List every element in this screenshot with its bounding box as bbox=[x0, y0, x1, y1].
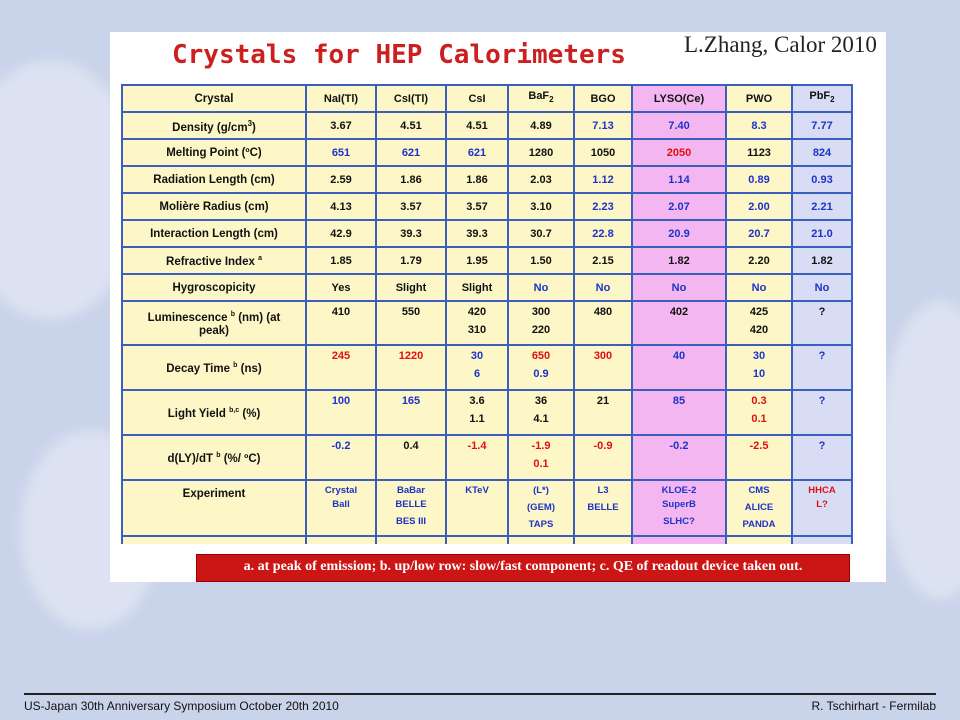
table-row bbox=[122, 301, 852, 345]
table-cell: ? bbox=[792, 301, 852, 345]
table-cell: 402 bbox=[632, 301, 726, 345]
table-cell: 2050 bbox=[632, 139, 726, 166]
row-label: Refractive Index $^a$ bbox=[122, 247, 306, 274]
table-cell: 0.89 bbox=[726, 166, 792, 193]
table-cell: L3 BELLE bbox=[574, 480, 632, 536]
header-csi-tl: CsI(Tl) bbox=[376, 85, 446, 112]
table-cell: No bbox=[632, 274, 726, 301]
row-label: Melting Point (ºC) bbox=[122, 139, 306, 166]
table-cell: 1.86 bbox=[446, 166, 508, 193]
table-cell: 7.40 bbox=[632, 112, 726, 139]
table-cell bbox=[574, 536, 632, 544]
table-cell: 621 bbox=[446, 139, 508, 166]
header-pbf2: PbF$_2$ bbox=[792, 85, 852, 112]
table-cell: 245 bbox=[306, 345, 376, 390]
table-cell: 824 bbox=[792, 139, 852, 166]
table-cell: 4.13 bbox=[306, 193, 376, 220]
header-pwo: PWO bbox=[726, 85, 792, 112]
table-cell: 3.67 bbox=[306, 112, 376, 139]
table-cell: 8.3 bbox=[726, 112, 792, 139]
table-header-row bbox=[122, 85, 852, 112]
table-cell: 1.82 bbox=[632, 247, 726, 274]
header-csi: CsI bbox=[446, 85, 508, 112]
table-row bbox=[122, 193, 852, 220]
table-cell: 650 0.9 bbox=[508, 345, 574, 390]
footer-divider bbox=[24, 693, 936, 695]
table-cell: -2.5 bbox=[726, 435, 792, 480]
row-label: Interaction Length (cm) bbox=[122, 220, 306, 247]
table-cell: 3.57 bbox=[446, 193, 508, 220]
table-cell: KTeV bbox=[446, 480, 508, 536]
table-cell: 4.51 bbox=[376, 112, 446, 139]
table-cell: 3.10 bbox=[508, 193, 574, 220]
table-cell: 7.13 bbox=[574, 112, 632, 139]
table-cell: Yes bbox=[306, 274, 376, 301]
table-cell bbox=[122, 536, 306, 544]
table-cell: 100 bbox=[306, 390, 376, 435]
table-cell: 480 bbox=[574, 301, 632, 345]
table-cell bbox=[792, 536, 852, 544]
table-cell: Slight bbox=[446, 274, 508, 301]
table-cell: 1280 bbox=[508, 139, 574, 166]
table-cell: 1.85 bbox=[306, 247, 376, 274]
table-cell: 2.59 bbox=[306, 166, 376, 193]
table-cell: 39.3 bbox=[446, 220, 508, 247]
table-cell: ? bbox=[792, 345, 852, 390]
table-cell: 30 10 bbox=[726, 345, 792, 390]
table-cell: 42.9 bbox=[306, 220, 376, 247]
table-row bbox=[122, 166, 852, 193]
table-row bbox=[122, 247, 852, 274]
table-cell bbox=[306, 536, 376, 544]
table-cell: BaBar BELLE BES III bbox=[376, 480, 446, 536]
table-cell: -0.2 bbox=[632, 435, 726, 480]
table-cell: CMS ALICE PANDA bbox=[726, 480, 792, 536]
row-label: Radiation Length (cm) bbox=[122, 166, 306, 193]
table-row bbox=[122, 220, 852, 247]
table-spacer-row bbox=[122, 536, 852, 544]
table-cell: 2.03 bbox=[508, 166, 574, 193]
table-cell: 165 bbox=[376, 390, 446, 435]
table-cell: Crystal Ball bbox=[306, 480, 376, 536]
table-cell: 0.4 bbox=[376, 435, 446, 480]
table-cell: 30 6 bbox=[446, 345, 508, 390]
table-cell: 21.0 bbox=[792, 220, 852, 247]
row-label: Decay Time $^b$ (ns) bbox=[122, 345, 306, 390]
table-cell: (L*) (GEM) TAPS bbox=[508, 480, 574, 536]
table-cell: 3.57 bbox=[376, 193, 446, 220]
row-label: Molière Radius (cm) bbox=[122, 193, 306, 220]
table-cell: 2.15 bbox=[574, 247, 632, 274]
row-label: Luminescence $^b$ (nm) (at peak) bbox=[122, 301, 306, 345]
table-cell: 621 bbox=[376, 139, 446, 166]
slide-author: L.Zhang, Calor 2010 bbox=[684, 32, 877, 57]
header-lyso: LYSO(Ce) bbox=[632, 85, 726, 112]
table-cell: 1.86 bbox=[376, 166, 446, 193]
table-cell: 300 220 bbox=[508, 301, 574, 345]
table-cell: 550 bbox=[376, 301, 446, 345]
table-cell: 3.6 1.1 bbox=[446, 390, 508, 435]
table-cell: 20.9 bbox=[632, 220, 726, 247]
table-cell: 36 4.1 bbox=[508, 390, 574, 435]
table-cell: 2.21 bbox=[792, 193, 852, 220]
footer-event: US-Japan 30th Anniversary Symposium October 20th 2010 bbox=[24, 699, 339, 713]
footnote-banner bbox=[196, 554, 850, 582]
table-cell: 0.93 bbox=[792, 166, 852, 193]
table-cell: 1123 bbox=[726, 139, 792, 166]
table-row bbox=[122, 435, 852, 480]
table-cell: No bbox=[574, 274, 632, 301]
table-cell: -0.2 bbox=[306, 435, 376, 480]
table-cell: No bbox=[792, 274, 852, 301]
table-cell: 85 bbox=[632, 390, 726, 435]
table-cell: ? bbox=[792, 390, 852, 435]
table-cell: 420 310 bbox=[446, 301, 508, 345]
row-label: Density $(g/cm^3)$ bbox=[122, 112, 306, 139]
table-cell: 21 bbox=[574, 390, 632, 435]
header-bgo: BGO bbox=[574, 85, 632, 112]
table-cell: 1.50 bbox=[508, 247, 574, 274]
table-cell: ? bbox=[792, 435, 852, 480]
table-cell: No bbox=[508, 274, 574, 301]
crystal-properties-table bbox=[121, 84, 853, 544]
table-cell: 22.8 bbox=[574, 220, 632, 247]
table-cell: 1.14 bbox=[632, 166, 726, 193]
table-row bbox=[122, 112, 852, 139]
table-cell bbox=[726, 536, 792, 544]
table-cell: 1.82 bbox=[792, 247, 852, 274]
table-cell: 2.07 bbox=[632, 193, 726, 220]
table-cell: 20.7 bbox=[726, 220, 792, 247]
table-cell: Slight bbox=[376, 274, 446, 301]
table-cell: 1.12 bbox=[574, 166, 632, 193]
table-cell: 39.3 bbox=[376, 220, 446, 247]
row-label: Experiment bbox=[122, 480, 306, 536]
table-cell: 300 bbox=[574, 345, 632, 390]
table-cell: 1.79 bbox=[376, 247, 446, 274]
background-decoration bbox=[880, 300, 960, 600]
row-label: Hygroscopicity bbox=[122, 274, 306, 301]
footer-presenter: R. Tschirhart - Fermilab bbox=[811, 699, 936, 713]
table-cell: 4.89 bbox=[508, 112, 574, 139]
table-cell: 425 420 bbox=[726, 301, 792, 345]
table-cell bbox=[376, 536, 446, 544]
header-nai: NaI(Tl) bbox=[306, 85, 376, 112]
table-cell: 651 bbox=[306, 139, 376, 166]
table-cell: 1.95 bbox=[446, 247, 508, 274]
table-cell bbox=[632, 536, 726, 544]
table-cell: 2.20 bbox=[726, 247, 792, 274]
table-row bbox=[122, 390, 852, 435]
table-row bbox=[122, 345, 852, 390]
table-cell: 4.51 bbox=[446, 112, 508, 139]
table-cell: 2.23 bbox=[574, 193, 632, 220]
table-row bbox=[122, 480, 852, 536]
table-cell: 0.3 0.1 bbox=[726, 390, 792, 435]
table-cell: 30.7 bbox=[508, 220, 574, 247]
table-row bbox=[122, 139, 852, 166]
table-cell: 1050 bbox=[574, 139, 632, 166]
slide-title: Crystals for HEP Calorimeters bbox=[172, 40, 626, 70]
table-cell: -1.4 bbox=[446, 435, 508, 480]
table-cell: No bbox=[726, 274, 792, 301]
header-baf2: BaF$_2$ bbox=[508, 85, 574, 112]
table-cell: -0.9 bbox=[574, 435, 632, 480]
table-cell: 410 bbox=[306, 301, 376, 345]
row-label: d(LY)/dT $^b$ (%/ ºC) bbox=[122, 435, 306, 480]
table-cell: 2.00 bbox=[726, 193, 792, 220]
row-label: Light Yield $^{b,c}$ (%) bbox=[122, 390, 306, 435]
table-cell: 1220 bbox=[376, 345, 446, 390]
footnote-text: a. at peak of emission; b. up/low row: slow/fast component; c. QE of readout device taken out. bbox=[243, 559, 803, 574]
table-cell: KLOE-2 SuperB SLHC? bbox=[632, 480, 726, 536]
table-cell: -1.9 0.1 bbox=[508, 435, 574, 480]
table-cell bbox=[508, 536, 574, 544]
header-crystal: Crystal bbox=[122, 85, 306, 112]
table-row bbox=[122, 274, 852, 301]
table-cell bbox=[446, 536, 508, 544]
table-cell: HHCA L? bbox=[792, 480, 852, 536]
table-cell: 7.77 bbox=[792, 112, 852, 139]
table-cell: 40 bbox=[632, 345, 726, 390]
